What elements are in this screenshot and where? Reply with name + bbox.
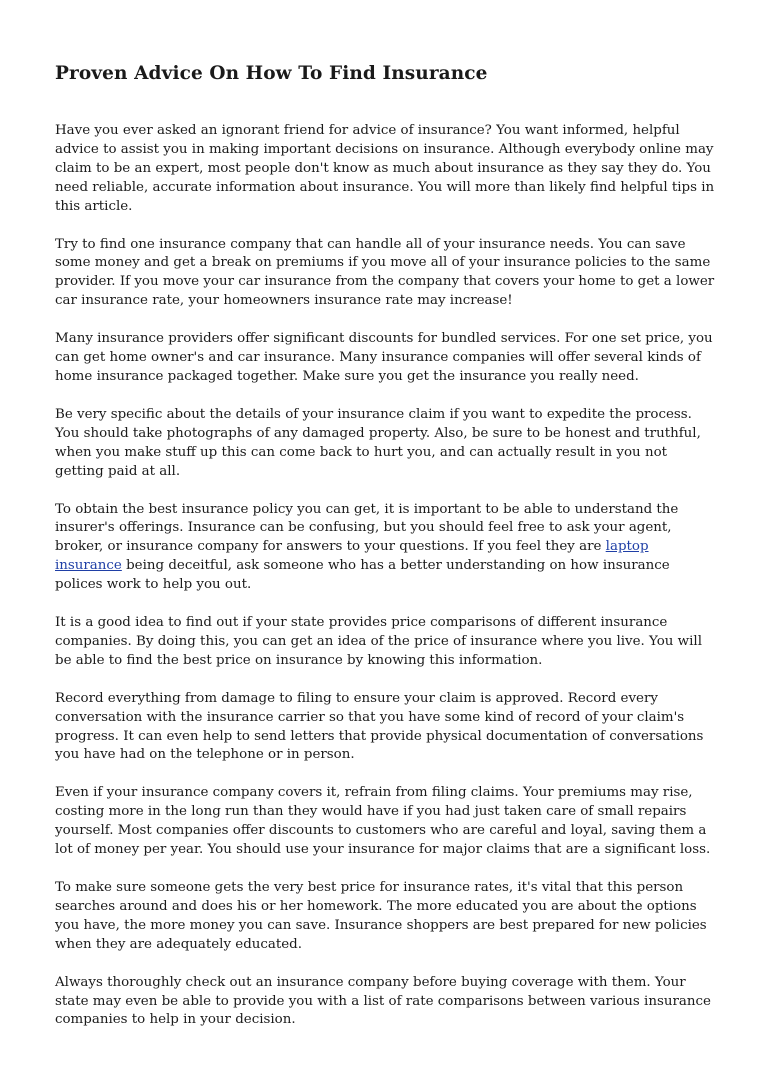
paragraph-9: To make sure someone gets the very best price for insurance rates, it's vital that this person searches around and does his or her homework. The more educated you are about the options you have, the more money you can save. Insurance shoppers are best prepared for new policies when they are adequately educated. <box>55 880 707 952</box>
laptop-insurance-link[interactable]: laptop insurance <box>55 539 649 574</box>
paragraph-6: It is a good idea to find out if your state provides price comparisons of different insurance companies. By doing this, you can get an idea of the price of insurance where you live. You will be able to find the best price on insurance by knowing this information. <box>55 615 702 668</box>
paragraph-1: Have you ever asked an ignorant friend for advice of insurance? You want informed, helpful advice to assist you in making important decisions on insurance. Although everybody online may claim to be an expert, most people don't know as much about insurance as they say they do. You need reliable, accurate information about insurance. You will more than likely find helpful tips in this article. <box>55 123 715 214</box>
paragraph-4: Be very specific about the details of your insurance claim if you want to expedite the process. You should take photographs of any damaged property. Also, be sure to be honest and truthful, when you make stuff up this can come back to hurt you, and can actually result in you not getting paid at all. <box>55 406 701 479</box>
paragraph-3: Many insurance providers offer significant discounts for bundled services. For one set price, you can get home owner's and car insurance. Many insurance companies will offer several kinds of home insurance packaged together. Make sure you get the insurance you really need. <box>55 331 713 384</box>
paragraph-5 <box>55 501 718 596</box>
paragraph-5-text-before: To obtain the best insurance policy you can get, it is important to be able to understand the insurer's offerings. Insurance can be confusing, but you should feel free to ask your agent, broker, or insurance company for answers to your questions. If you feel they are <box>55 501 679 555</box>
paragraph-10: Always thoroughly check out an insurance company before buying coverage with them. Your state may even be able to provide you with a list of rate comparisons between various insurance companies to help in your decision. <box>55 974 711 1028</box>
paragraph-5-text-after: being deceitful, ask someone who has a better understanding on how insurance polices work to help you out. <box>55 558 670 593</box>
paragraph-7: Record everything from damage to filing to ensure your claim is approved. Record every conversation with the insurance carrier so that you have some kind of record of your claim's progress. It can even help to send letters that provide physical documentation of conversations you have had on the telephone or in person. <box>55 690 704 763</box>
page-title: Proven Advice On How To Find Insurance <box>55 63 488 84</box>
paragraph-8: Even if your insurance company covers it, refrain from filing claims. Your premiums may rise, costing more in the long run than they would have if you had just taken care of small repairs yourself. Most companies offer discounts to customers who are careful and loyal, saving them a lot of money per year. You should use your insurance for major claims that are a significant loss. <box>55 785 711 858</box>
paragraph-2: Try to find one insurance company that can handle all of your insurance needs. You can save some money and get a break on premiums if you move all of your insurance policies to the same provider. If you move your car insurance from the company that covers your home to get a lower car insurance rate, your homeowners insurance rate may increase! <box>55 236 715 309</box>
